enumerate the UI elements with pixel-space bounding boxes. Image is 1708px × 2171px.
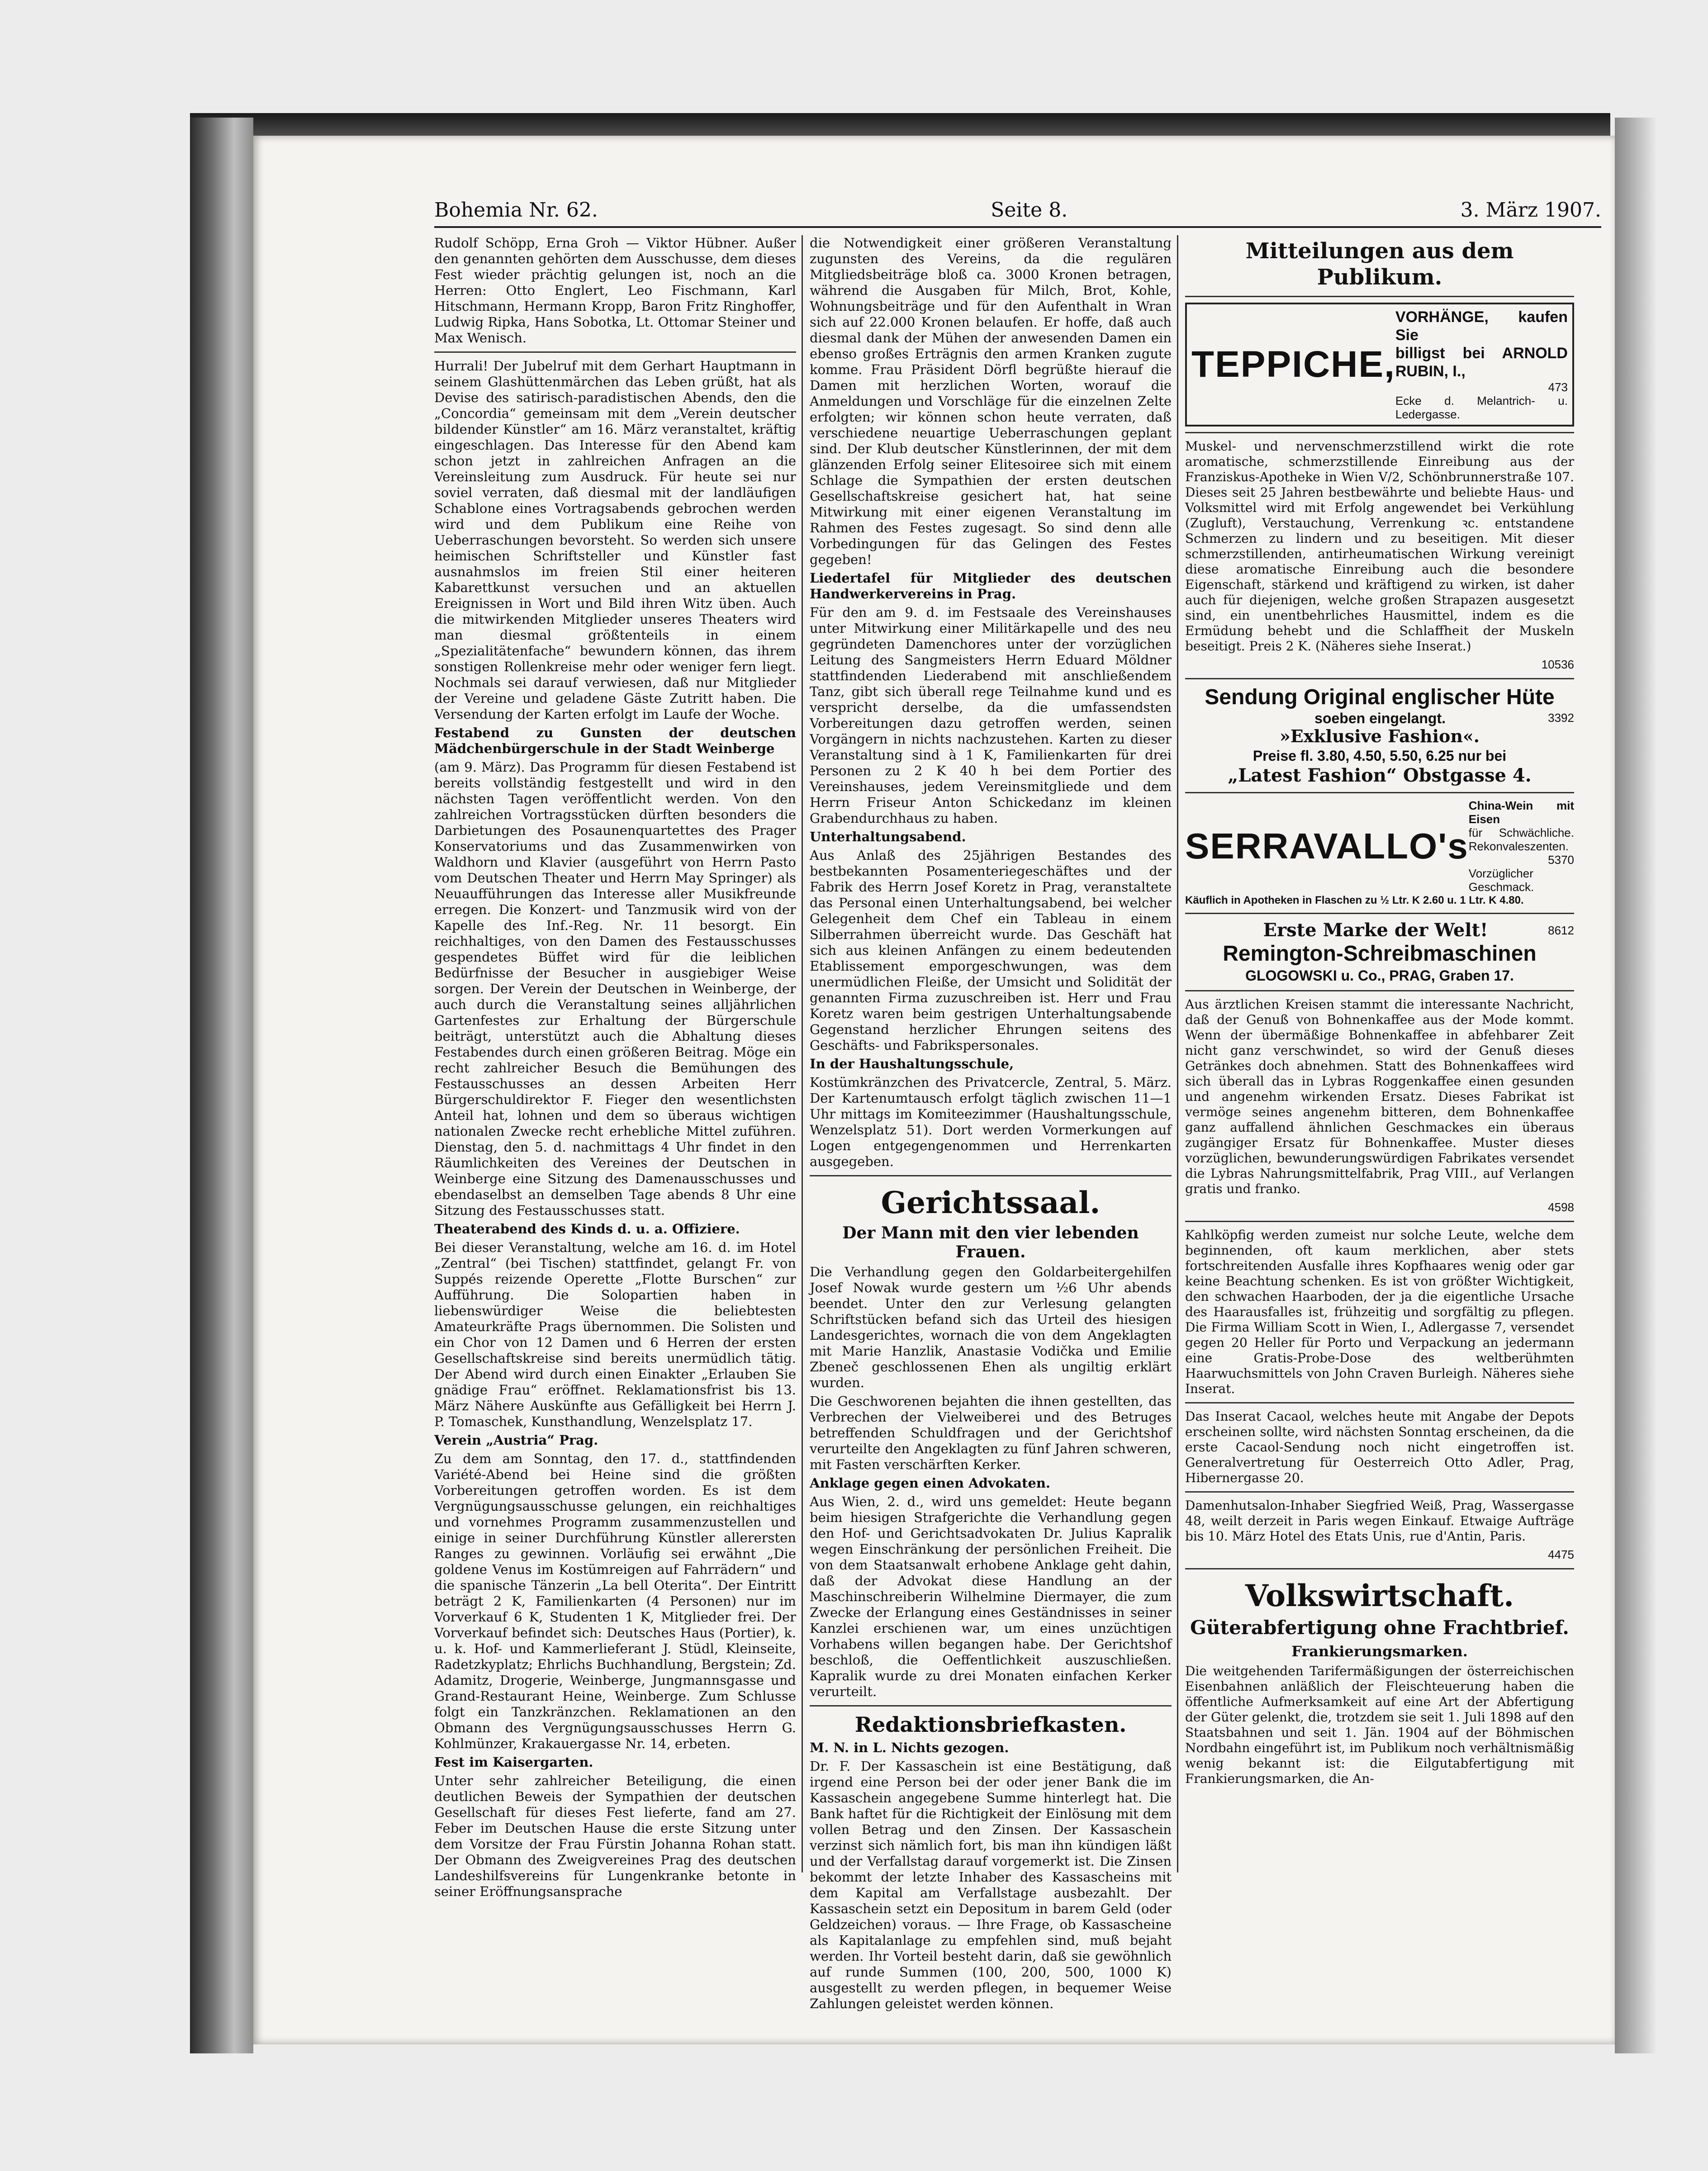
ad-teppiche-title: TEPPICHE,: [1191, 344, 1395, 385]
article-austria: Zu dem am Sonntag, den 17. d., stattfindenden Variété-Abend bei Heine sind die größten Vorbereitungen getroffen worden. Es ist dem Vergnügungsausschusse gelungen, ein reichhaltiges und vornehmes Programm zusammenzustellen und einige in seiner Durchführung Künstler allerersten Ranges zu gewinnen. Vorläufig sei erwähnt „Die goldene Venus im Kostümreigen auf Fahrrädern“ und die spanische Tänzerin „La bell Oterita“. Der Eintritt beträgt 2 K, Familienkarten (4 Personen) nur im Vorverkauf 6 K, Studenten 1 K, Mitglieder frei. Der Vorverkauf befindet sich: Deutsches Haus (Portier), k. u. k. Hof- und Kammerlieferant J. Stüdl, Kleinseite, Radetzkyplatz; Ehrlichs Buchhandlung, Bergstein; Zd. Adamitz, Drogerie, Weinberge, Jungmannsgasse und Grand-Restaurant Heine, Weinberge. Zum Schlusse folgt ein Tanzkränzchen. Reklamationen an den Obmann des Vergnügungsausschusses Herrn G. Kohlmünzer, Krakauergasse Nr. 14, erbeten.: [434, 1451, 796, 1751]
letters-entry: Dr. F. Der Kassaschein ist eine Bestätigung, daß irgend eine Person bei der oder jener Bank die im Kassaschein angegebene Summe hinterlegt hat. Die Bank haftet für die Richtigkeit der Einlösung mit dem vollen Betrag und den Zinsen. Der Kassaschein verzinst sich nämlich fort, bis man ihn kündigen läßt und der Verfallstag darauf vorgemerkt ist. Die Zinsen bekommt der letzte Inhaber des Kassascheins mit dem Kapital am Verfallstage ausbezahlt. Der Kassaschein setzt ein Depositum in barem Geld (oder Geldzeichen) voraus. — Ihre Frage, ob Kassascheine als Kapitalanlage zu empfehlen sind, muß bejaht werden. Ihr Vorteil besteht darin, daß sie gewöhnlich auf runde Summen (100, 200, 500, 1000 K) ausgestellt zu werden pflegen, in bequemer Weise Zahlungen geleistet werden können.: [810, 1759, 1172, 2011]
header-publication: Bohemia Nr. 62.: [434, 199, 598, 222]
economy-subheadline: Frankierungsmarken.: [1291, 1643, 1468, 1660]
ad-number: 5370: [1548, 853, 1574, 867]
court-headline: Der Mann mit den vier lebenden Frauen.: [842, 1223, 1139, 1261]
ad-text: soeben eingelangt.: [1314, 710, 1446, 726]
ad-lybras: Aus ärztlichen Kreisen stammt die interessante Nachricht, daß der Genuß von Bohnenkaffee aus der Mode kommt. Wenn der übermäßige Bohnenkaffee in abfehbarer Zeit nicht ganz verschwindet, so wird der Genuß dieses Getränkes doch abnehmen. Statt des Bohnenkaffees wird sich überall das in Lybras Roggenkaffee einen gesunden und angenehm wirkenden Ersatz. Dieses Fabrikat ist vermöge seines angenehm bitteren, dem Bohnenkaffee ganz auffallend ähnlichen Geschmackes ein überaus zugängiger Ersatz für Bohnenkaffee. Muster dieses vorzüglichen, bewunderungswürdigen Fabrikates versendet die Lybras Nahrungsmittelfabrik, Prag VIII., auf Verlangen gratis und franko.: [1185, 997, 1574, 1196]
header-page-number: Seite 8.: [991, 199, 1068, 222]
article-liedertafel: Für den am 9. d. im Festsaale des Vereinshauses unter Mitwirkung einer Militärkapelle und des neu gegründeten Damenchores unter der vorzüglichen Leitung des Sangmeisters Herrn Eduard Möldner stattfindenden Liederabend mit anschließendem Tanz, gibt sich überall rege Teilnahme kund und es verspricht derselbe, da die umfassendsten Vorbereitungen dazu getroffen werden, seinen Vorgängern in nichts nachzustehen. Karten zu dieser Veranstaltung sind à 1 K, Familienkarten für drei Personen zu 2 K 40 h bei dem Portier des Vereinshauses, jedem Vereinsmitgliede und dem Herrn Friseur Anton Schickedanz im kleinen Grabendurchhaus zu haben.: [810, 605, 1172, 826]
article-heading: Festabend zu Gunsten der deutschen Mädchenbürgerschule in der Stadt Weinberge: [434, 725, 796, 756]
ad-text: Vorzüglicher Geschmack.: [1468, 867, 1534, 894]
book-binding-left: [190, 118, 253, 2053]
ad-text: Käuflich in Apotheken in Flaschen zu ½ Ltr. K 2.60 u. 1 Ltr. K 4.80.: [1185, 894, 1524, 906]
article-heading: Unterhaltungsabend.: [810, 829, 966, 844]
court-paragraph: Aus Wien, 2. d., wird uns gemeldet: Heute begann beim hiesigen Strafgerichte die Verhandlung gegen den Hof- und Gerichtsadvokaten Dr. Julius Kapralik wegen Einschränkung der persönlichen Freiheit. Die von dem Staatsanwalt erhobene Anklage geht dahin, daß der Advokat diese Handlung an der Maschinschreiberin Wilhelmine Diermayer, die zum Zwecke der Erlangung eines Geständnisses in seiner Kanzlei erschienen war, um eines unzüchtigen Vorhabens willen begangen habe. Der Gerichtshof beschloß, die Oeffentlichkeit auszuschließen. Kapralik wurde zu drei Monaten einfachen Kerker verurteilt.: [810, 1494, 1172, 1699]
ad-teppiche-details: [1395, 308, 1568, 421]
ad-kahlkoepfig: Kahlköpfig werden zumeist nur solche Leute, welche dem beginnenden, oft kaum merklichen, aber stets fortschreitenden Ausfalle ihres Kopfhaares wenig oder gar keine Beachtung schenken. Es ist von größter Wichtigkeit, den schwachen Haarboden, der ja die eigentliche Ursache des Haarausfalles ist, frühzeitig und sorgfältig zu pflegen. Die Firma William Scott in Wien, I., Adlergasse 7, versendet gegen 20 Heller für Porto und Verpackung an jedermann eine Gratis-Probe-Dose des weltberühmten Haarwuchsmittels von John Craven Burleigh. Näheres siehe Inserat.: [1185, 1228, 1574, 1396]
letters-entry: M. N. in L. Nichts gezogen.: [810, 1740, 1009, 1755]
column-rule: [1177, 235, 1178, 1872]
article-theaterabend: Bei dieser Veranstaltung, welche am 16. d. im Hotel „Zentral“ (bei Tischen) stattfindet, gelangt Fr. von Suppés reizende Operette „Flotte Burschen“ zur Aufführung. Die Solopartien haben in liebenswürdiger Weise die beliebtesten Amateurkräfte Prags übernommen. Die Solisten und ein Chor von 12 Damen und 6 Herren der ersten Gesellschaftskreise sind bereits unermüdlich tätig. Der Abend wird durch einen Einakter „Erlauben Sie gnädige Frau“ eröffnet. Reklamationsfrist bis 13. März Nähere Auskünfte aus Gefälligkeit bei Herrn J. P. Tomaschek, Kunsthandlung, Wenzelsplatz 17.: [434, 1240, 796, 1429]
article-haushaltungsschule: Kostümkränzchen des Privatcercle, Zentral, 5. März. Der Kartenumtausch erfolgt täglich zwischen 11—1 Uhr mittags im Komiteezimmer (Haushaltungsschule, Wenzelsplatz 51). Dort werden Vormerkungen auf Logen entgegengenommen und Herrenkarten ausgegeben.: [810, 1075, 1172, 1169]
ad-text: VORHÄNGE, kaufen Sie: [1395, 308, 1568, 344]
ad-address: Ecke d. Melantrich- u. Ledergasse.: [1395, 394, 1568, 421]
ad-hats: [1185, 685, 1574, 787]
section-title-court: Gerichtssaal.: [881, 1185, 1101, 1220]
running-header: [434, 190, 1601, 222]
court-paragraph: Die Geschworenen bejahten die ihnen gestellten, das Verbrechen der Vielweiberei und des Betruges betreffenden Schuldfragen und der Gerichtshof verurteilte den Angeklagten zu fünf Jahren schweren, mit Fasten verschärften Kerker.: [810, 1394, 1172, 1472]
ad-remington: [1185, 920, 1574, 985]
divider: [1185, 990, 1574, 991]
article-heading: In der Haushaltungsschule,: [810, 1056, 1014, 1071]
ad-text: China-Wein mit Eisen: [1468, 799, 1574, 826]
article-continuation: die Notwendigkeit einer größeren Veranstaltung zugunsten des Vereins, da die regulären Mitgliedsbeiträge bloß ca. 3000 Kronen betragen, während die Ausgaben für Milch, Brot, Kohle, Wohnungsbeiträge und für den Aufenthalt in Wran sich auf 22.000 Kronen belaufen. Er hoffe, daß auch diesmal dank der Mühen der anwesenden Damen ein ebenso großes Erträgnis den armen Kranken zugute komme. Frau Präsident Dörfl begrüßte hierauf die Damen mit herzlichen Worten, worauf die Anmeldungen und Vorschläge für die einzelnen Zelte erfolgten; wir können schon heute verraten, daß verschiedene neuartige Ueberraschungen geplant sind. Der Klub deutscher Künstlerinnen, der mit dem glänzenden Erfolg seiner Elitesoiree sich mit einem Schlage die Sympathien der ersten deutschen Gesellschaftskreise gesichert hat, hat seine Mitwirkung mit einer eigenen Veranstaltung im Rahmen des Festes zugesagt. So sind denn alle Vorbedingungen für das Gelingen des Festes gegeben!: [810, 235, 1172, 567]
divider: [810, 1705, 1172, 1706]
page-edge-shadow: [1615, 118, 1656, 2053]
divider: [1185, 678, 1574, 679]
ad-cacaol: Das Inserat Cacaol, welches heute mit Angabe der Depots erscheinen sollte, wird nächsten Sonntag erscheinen, da die erste Cacaol-Sendung noch nicht eingetroffen ist. Generalvertretung für Oesterreich Otto Adler, Prag, Hibernergasse 20.: [1185, 1409, 1574, 1485]
ad-number: 10536: [1541, 658, 1574, 671]
divider: [1185, 432, 1574, 433]
ad-text: billigst bei ARNOLD RUBIN, I.,: [1395, 345, 1568, 380]
ad-text: Preise fl. 3.80, 4.50, 5.50, 6.25 nur bei: [1253, 748, 1507, 764]
divider: [1185, 296, 1574, 297]
ad-hats-title: Sendung Original englischer Hüte: [1205, 685, 1555, 709]
ad-text: „Latest Fashion“ Obstgasse 4.: [1228, 765, 1532, 786]
ad-serravallo-title: SERRAVALLO's: [1185, 826, 1469, 866]
ad-hats-sub-row: [1185, 710, 1574, 726]
divider: [1185, 1402, 1574, 1403]
economy-paragraph: Die weitgehenden Tarifermäßigungen der österreichischen Eisenbahnen anläßlich der Fleischteuerung haben die öffentliche Aufmerksamkeit auf eine Art der Abfertigung der Güter gelenkt, die, trotzdem sie seit 1. Juli 1898 auf den Staatsbahnen und seit 1. Jän. 1904 auf der Böhmischen Nordbahn eingeführt ist, im Publikum noch verhältnismäßig wenig bekannt ist: die Eilgutabfertigung mit Frankierungsmarken, die An-: [1185, 1664, 1574, 1786]
article-unterhaltungsabend: Aus Anlaß des 25jährigen Bestandes des bestbekannten Posamenteriegeschäftes und der Fabrik des Herrn Josef Koretz in Prag, veranstaltete das Personal einen Unterhaltungsabend, bei welcher Gelegenheit dem Chef ein Tableau in einem Silberrahmen überreicht wurde. Das Geschäft hat sich aus kleinen Anfängen zu einem bedeutenden Etablissement emporgeschwungen, was dem unermüdlichen Fleiße, der Umsicht und Solidität der genannten Firma zuzuschreiben ist. Herr und Frau Koretz waren beim gestrigen Unterhaltungsabende Gegenstand herzlicher Ehrungen seitens des Geschäfts- und Fabrikspersonales.: [810, 848, 1172, 1053]
ad-number: 473: [1548, 380, 1568, 394]
article-hurrali: Hurrali! Der Jubelruf mit dem Gerhart Hauptmann in seinem Glashüttenmärchen das Leben grüßt, hat als Devise des satirisch-paradistischen Abends, den die „Concordia“ gemeinsam mit dem „Verein deutscher bildender Künstler“ am 16. März veranstaltet, kräftig eingeschlagen. Das Interesse für den Abend kam schon jetzt in zahlreichen Anfragen an die Vereinsleitung zum Ausdruck. Für heute sei nur soviel verraten, daß diesmal mit der landläufigen Schablone eines Vortragsabends gebrochen werden wird und dem Publikum eine Reihe von Ueberraschungen bevorsteht. So werden sich unsere heimischen Schriftsteller und Künstler fast ausnahmslos im freien Stil einer heiteren Kabarettkunst versuchen und an aktuellen Ereignissen in Wort und Bild ihren Witz üben. Auch die mitwirkenden Mitglieder unseres Theaters wird man diesmal größtenteils in einem „Spezialitätenfache“ bewundern können, das ihrem sonstigen Rollenkreise mehr oder weniger fern liegt. Nochmals sei darauf verwiesen, daß nur Mitglieder der Vereine und geladene Gäste Zutritt haben. Die Versendung der Karten erfolgt im Laufe der Woche.: [434, 358, 796, 722]
ad-number: 3392: [1548, 711, 1574, 725]
divider: [1185, 1221, 1574, 1222]
article-heading: Anklage gegen einen Advokaten.: [810, 1475, 1051, 1491]
article-heading: Fest im Kaisergarten.: [434, 1754, 593, 1770]
divider: [434, 351, 796, 353]
ad-franziskus: Muskel- und nervenschmerzstillend wirkt die rote aromatische, schmerzstillende Einreibung aus der Franziskus-Apotheke in Wien V/2, Schönbrunnerstraße 107. Dieses seit 25 Jahren bestbewährte und beliebte Haus- und Volksmittel wird mit Erfolg angewendet bei Verkühlung (Zugluft), Verstauchung, Verrenkung ꝛc. entstandene Schmerzen zu lindern und zu beseitigen. Mit dieser schmerzstillenden, antirheumatischen Wirkung vereinigt diese aromatische Einreibung auch die besondere Eigenschaft, stärkend und kräftigend zu wirken, ist daher auch für diejenigen, welche großen Strapazen ausgesetzt sind, ein unentbehrliches Hausmittel, indem es die Ermüdung behebt und die Schlaffheit der Muskeln beseitigt. Preis 2 K. (Näheres siehe Inserat.): [1185, 439, 1574, 654]
ad-damenhutsalon: Damenhutsalon-Inhaber Siegfried Weiß, Prag, Wassergasse 48, weilt derzeit in Paris wegen Einkauf. Etwaige Aufträge bis 10. März Hotel des Etats Unis, rue d'Antin, Paris.: [1185, 1498, 1574, 1544]
header-date: 3. März 1907.: [1460, 199, 1601, 222]
header-rule: [434, 226, 1601, 228]
column-3: [1185, 235, 1574, 1872]
divider: [1185, 1491, 1574, 1493]
ad-teppiche: [1185, 303, 1574, 427]
ad-text: »Exklusive Fashion«.: [1279, 726, 1480, 746]
column-2: [810, 235, 1172, 2011]
ad-number: 4475: [1548, 1548, 1574, 1561]
article-heading: Theaterabend des Kinds d. u. a. Offiziere.: [434, 1221, 740, 1237]
ad-serravallo-details: [1469, 799, 1574, 894]
section-title-economy: Volkswirtschaft.: [1245, 1578, 1514, 1613]
divider: [1185, 913, 1574, 914]
column-1: [434, 235, 796, 1899]
article-ball-committee: Rudolf Schöpp, Erna Groh — Viktor Hübner. Außer den genannten gehörten dem Ausschusse, dem dieses Fest wieder prächtig gelungen ist, noch an die Herren: Otto Englert, Leo Fischmann, Karl Hitschmann, Hermann Kropp, Baron Fritz Ringhoffer, Ludwig Ripka, Hans Sobotka, Lt. Ottomar Steiner und Max Wenisch.: [434, 235, 796, 346]
ad-text: Erste Marke der Welt!: [1263, 920, 1488, 941]
court-paragraph: Die Verhandlung gegen den Goldarbeitergehilfen Josef Nowak wurde gestern um ½6 Uhr abends beendet. Unter den zur Verlesung gelangten Schriftstücken befand sich das Urteil des hiesigen Landesgerichtes, wornach die von dem Angeklagten mit Marie Hanzlik, Anastasie Vodička und Emilie Zbeneč geschlossenen Ehen als ungiltig erklärt wurden.: [810, 1264, 1172, 1390]
article-kaisergarten: Unter sehr zahlreicher Beteiligung, die einen deutlichen Beweis der Sympathien der deutschen Gesellschaft für dieses Fest lieferte, fand am 27. Feber im Deutschen Hause die erste Sitzung unter dem Vorsitze der Frau Fürstin Johanna Rohan statt. Der Obmann des Zweigvereines Prag des deutschen Landeshilfsvereins für Lungenkranke betonte in seiner Eröffnungsansprache: [434, 1773, 796, 1899]
ad-serravallo: [1185, 799, 1574, 907]
section-title-letters: Redaktionsbriefkasten.: [854, 1712, 1127, 1737]
divider: [1185, 1568, 1574, 1569]
newspaper-page: [253, 136, 1615, 2044]
ad-number: 8612: [1548, 923, 1574, 937]
ad-remington-title: Remington-Schreibmaschinen: [1223, 942, 1537, 966]
divider: [810, 1175, 1172, 1176]
article-heading: Verein „Austria“ Prag.: [434, 1432, 598, 1448]
ad-number: 4598: [1548, 1200, 1574, 1214]
column-rule: [802, 235, 803, 1872]
article-festabend: (am 9. März). Das Programm für diesen Festabend ist bereits vollständig festgestellt und wird in den nächsten Tagen veröffentlicht werden. Von den zahlreichen Vortragsstücken dürften besonders die Darbietungen des Posaunenquartettes des Prager Konservatoriums und das Zusammenwirken von Waldhorn und Klavier (ausgeführt von Herrn Pasto vom Deutschen Theater und Herrn May Springer) als Neuaufführungen das Interesse aller Musikfreunde erregen. Die Konzert- und Tanzmusik wird von der Kapelle des Inf.-Reg. Nr. 11 besorgt. Ein reichhaltiges, von den Damen des Festausschusses gespendetes Büffet wird für die leiblichen Bedürfnisse der Besucher in ausgiebiger Weise sorgen. Der Verein der Deutschen in Weinberge, der auch durch die Veranstaltung seines alljährlichen Gartenfestes zur Erhaltung der Bürgerschule beiträgt, unterstützt auch die Abhaltung dieses Festabendes durch einen größeren Beitrag. Möge ein recht zahlreicher Besuch die Bemühungen des Festausschusses an dessen Arbeiten Herr Bürgerschuldirektor F. Fieger den wesentlichsten Anteil hat, lohnen und dem so überaus wichtigen nationalen Zwecke recht erhebliche Mittel zuführen. Dienstag, den 5. d. nachmittags 4 Uhr findet in den Räumlichkeiten des Vereines der Deutschen in Weinberge eine Sitzung des Damenausschusses und ebendaselbst an demselben Tage abends 8 Uhr eine Sitzung des Festausschusses statt.: [434, 759, 796, 1218]
section-title-public: Mitteilungen aus dem Publikum.: [1245, 238, 1514, 290]
economy-headline: Güterabfertigung ohne Frachtbrief.: [1190, 1616, 1569, 1639]
ad-text: für Schwächliche. Rekonvaleszenten.: [1468, 826, 1574, 853]
divider: [1185, 792, 1574, 793]
article-heading: Liedertafel für Mitglieder des deutschen Handwerkervereins in Prag.: [810, 570, 1172, 602]
ad-address: GLOGOWSKI u. Co., PRAG, Graben 17.: [1245, 967, 1514, 984]
